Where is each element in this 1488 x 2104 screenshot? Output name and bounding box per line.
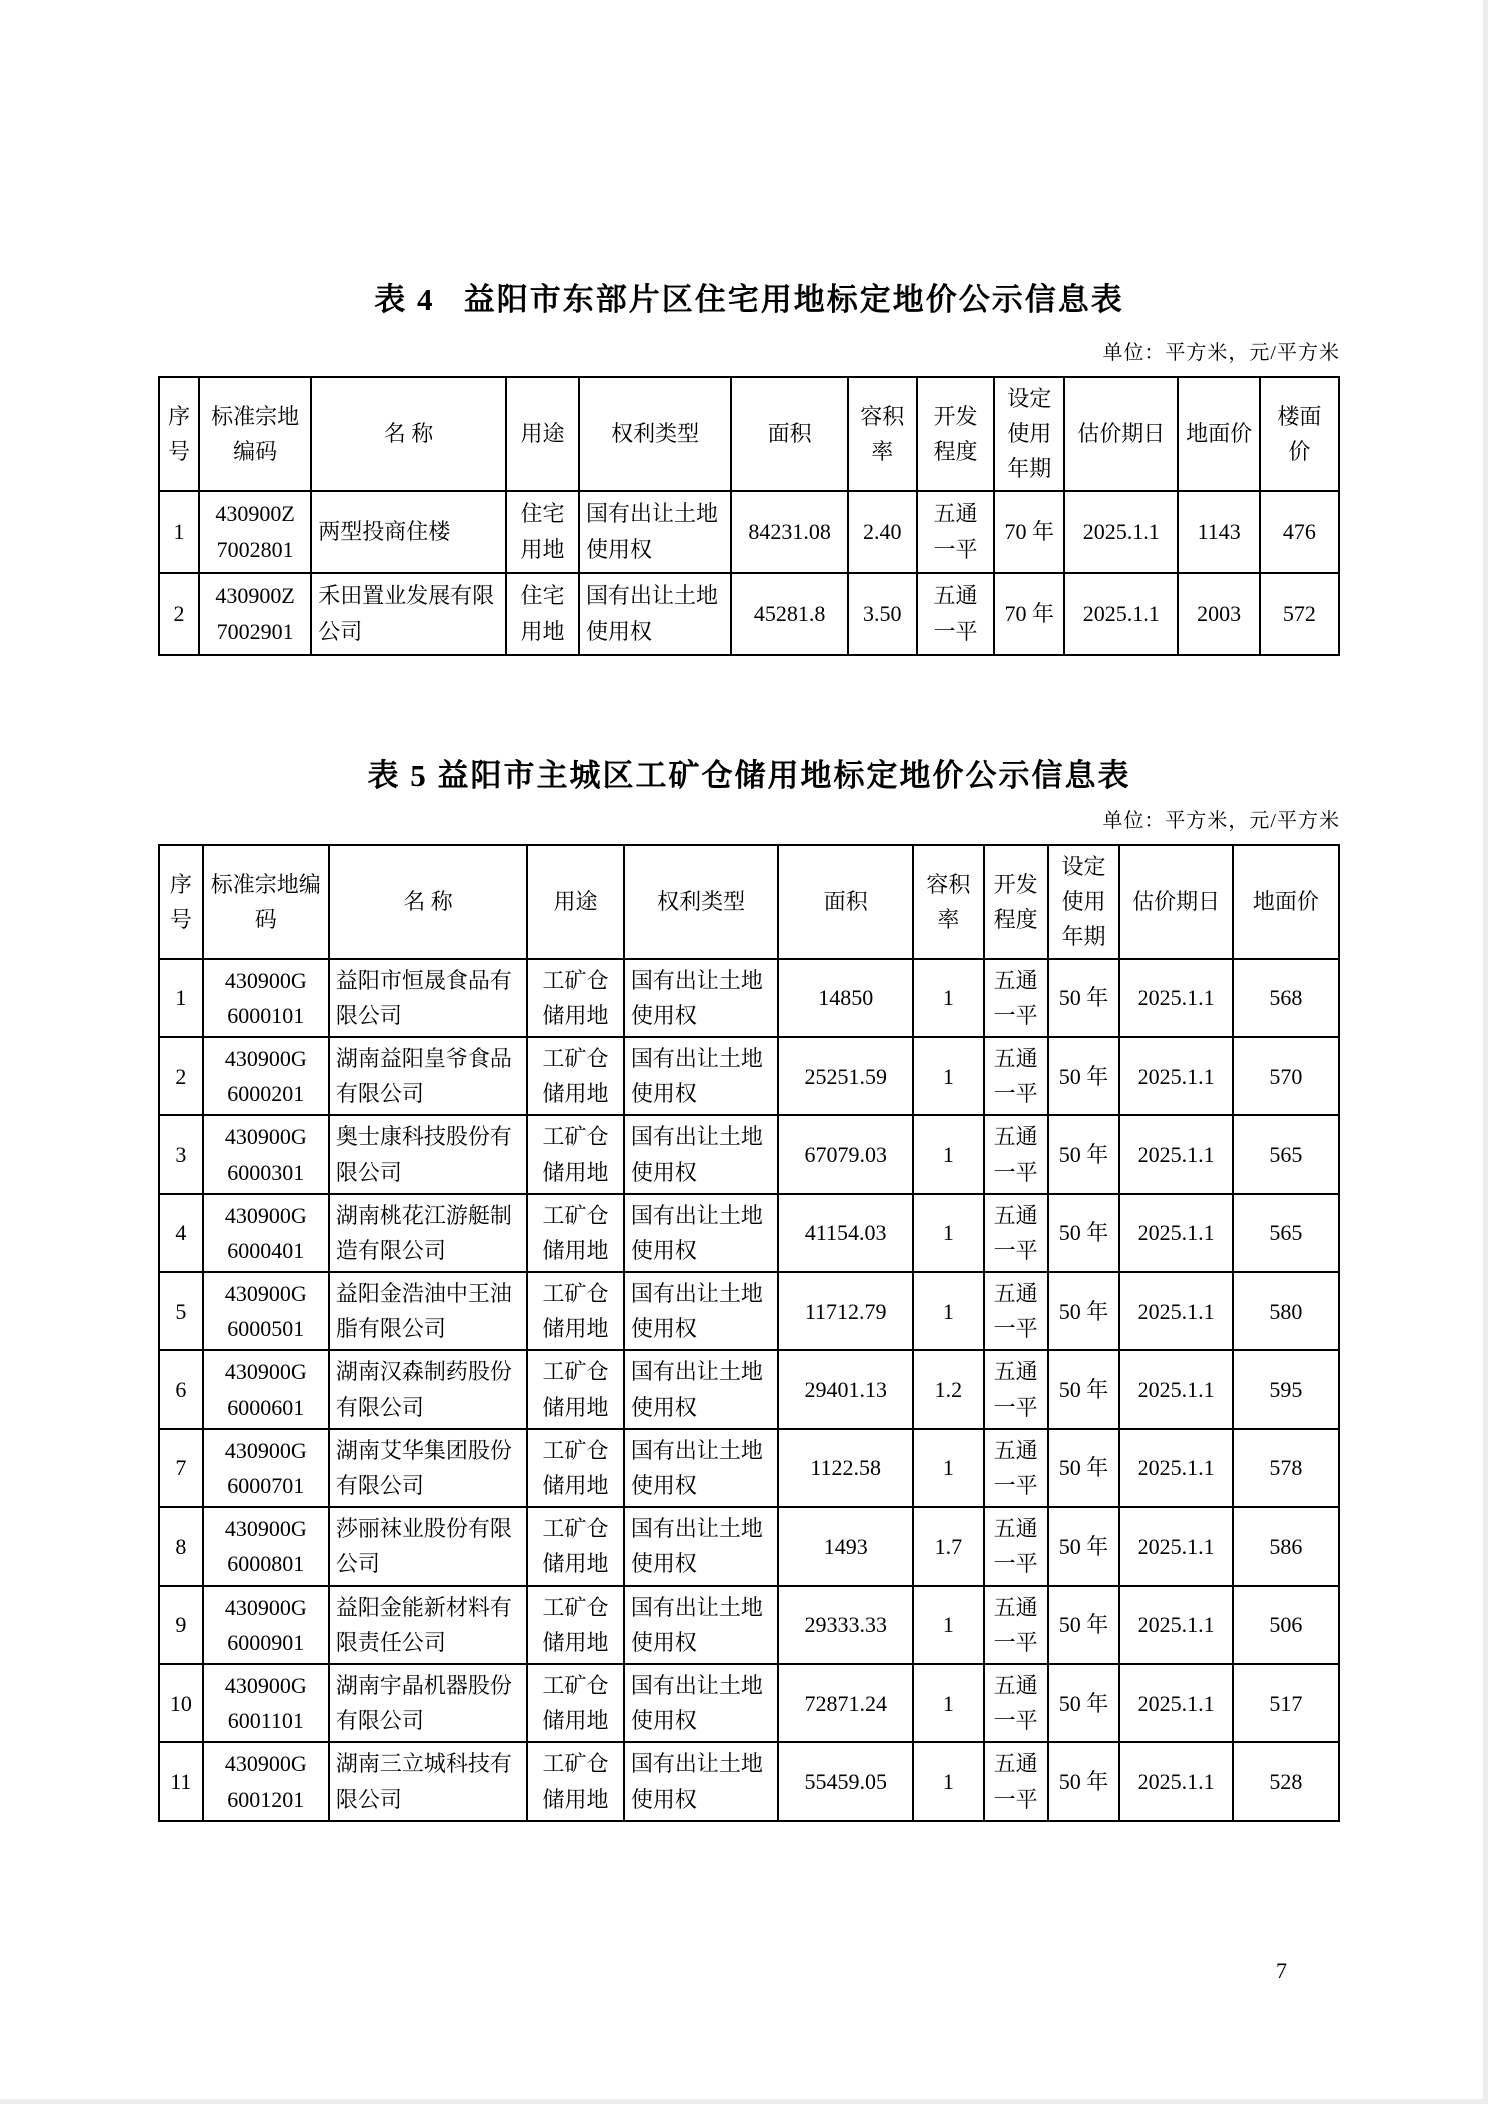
table-cell: 430900G 6000201 [203,1037,329,1115]
table-cell: 国有出让土地使用权 [624,1194,779,1272]
table-cell: 五通一平 [984,959,1048,1037]
table-cell: 工矿仓储用地 [527,959,624,1037]
table-cell: 5 [159,1272,203,1350]
table-cell: 1 [913,1664,984,1742]
table-cell: 528 [1233,1742,1339,1820]
table-cell: 2025.1.1 [1119,1037,1232,1115]
table-cell: 2025.1.1 [1119,1115,1232,1193]
column-header: 权利类型 [624,845,779,959]
table-cell: 国有出让土地使用权 [624,1586,779,1664]
table-cell: 国有出让土地使用权 [624,1272,779,1350]
table-cell: 70 年 [994,491,1064,573]
column-header: 用途 [506,377,579,491]
page-edge-bottom [0,2099,1488,2104]
table-cell: 工矿仓储用地 [527,1194,624,1272]
table-cell: 1 [913,1115,984,1193]
column-header: 面积 [778,845,913,959]
table-cell: 工矿仓储用地 [527,1507,624,1585]
table-cell: 国有出让土地使用权 [624,1742,779,1820]
table-cell: 五通一平 [984,1350,1048,1428]
table-cell: 工矿仓储用地 [527,1742,624,1820]
table-cell: 五通一平 [984,1429,1048,1507]
table-cell: 430900G 6001101 [203,1664,329,1742]
table-cell: 1.2 [913,1350,984,1428]
table-cell: 五通一平 [917,573,995,655]
table-cell: 1 [159,959,203,1037]
table-cell: 2025.1.1 [1064,491,1178,573]
table-row [159,1429,1339,1507]
table-cell: 67079.03 [778,1115,913,1193]
table-cell: 益阳市恒晟食品有限公司 [329,959,527,1037]
table-cell: 3.50 [848,573,916,655]
column-header: 标准宗地编码 [203,845,329,959]
table-cell: 1493 [778,1507,913,1585]
table-cell: 50 年 [1048,1037,1120,1115]
table-row [159,1350,1339,1428]
table-cell: 五通一平 [984,1194,1048,1272]
column-header: 地面价 [1233,845,1339,959]
table-row [159,1586,1339,1664]
table-cell: 五通一平 [984,1586,1048,1664]
table-cell: 50 年 [1048,959,1120,1037]
table-cell: 586 [1233,1507,1339,1585]
table-cell: 430900G 6000101 [203,959,329,1037]
table-cell: 工矿仓储用地 [527,1429,624,1507]
table-row [159,1272,1339,1350]
table-cell: 2025.1.1 [1119,959,1232,1037]
table-cell: 2025.1.1 [1119,1742,1232,1820]
table-cell: 50 年 [1048,1115,1120,1193]
column-header: 开发程度 [917,377,995,491]
table-cell: 84231.08 [731,491,848,573]
table-cell: 2025.1.1 [1119,1350,1232,1428]
table-row [159,1194,1339,1272]
table-cell: 2025.1.1 [1119,1429,1232,1507]
column-header: 设定使用年期 [1048,845,1120,959]
table5-unit-note: 单位：平方米，元/平方米 [1102,810,1340,832]
table-cell: 湖南三立城科技有限公司 [329,1742,527,1820]
table4-residential-land-price-table [158,376,1340,656]
table-cell: 11712.79 [778,1272,913,1350]
table-cell: 工矿仓储用地 [527,1350,624,1428]
table-cell: 570 [1233,1037,1339,1115]
table-row [159,1037,1339,1115]
table-cell: 五通一平 [917,491,995,573]
table-cell: 国有出让土地使用权 [624,959,779,1037]
page-edge-right [1483,0,1488,2104]
table-cell: 50 年 [1048,1664,1120,1742]
table-cell: 湖南桃花江游艇制造有限公司 [329,1194,527,1272]
table-cell: 五通一平 [984,1037,1048,1115]
column-header: 容积率 [848,377,916,491]
table-cell: 国有出让土地使用权 [624,1037,779,1115]
table-cell: 湖南汉森制药股份有限公司 [329,1350,527,1428]
table5-title: 表 5 益阳市主城区工矿仓储用地标定地价公示信息表 [367,757,1131,793]
table-cell: 41154.03 [778,1194,913,1272]
table-cell: 430900G 6000801 [203,1507,329,1585]
header-row [159,845,1339,959]
page-number: 7 [1276,1958,1287,1983]
table-cell: 2025.1.1 [1119,1664,1232,1742]
table-cell: 2025.1.1 [1119,1586,1232,1664]
table-cell: 国有出让土地使用权 [624,1429,779,1507]
table-cell: 住宅用地 [506,573,579,655]
table-cell: 29401.13 [778,1350,913,1428]
table-cell: 五通一平 [984,1742,1048,1820]
table-cell: 50 年 [1048,1586,1120,1664]
table-row [159,1507,1339,1585]
table4-unit-note: 单位：平方米，元/平方米 [1102,342,1340,364]
table-cell: 565 [1233,1194,1339,1272]
table-cell: 2025.1.1 [1119,1507,1232,1585]
table-cell: 476 [1260,491,1339,573]
column-header: 标准宗地编码 [199,377,311,491]
table-cell: 430900G 6000401 [203,1194,329,1272]
table-cell: 50 年 [1048,1742,1120,1820]
table-cell: 1 [913,959,984,1037]
table-cell: 430900Z 7002901 [199,573,311,655]
table-cell: 国有出让土地使用权 [579,573,731,655]
table-cell: 506 [1233,1586,1339,1664]
table-cell: 2025.1.1 [1064,573,1178,655]
table-cell: 2 [159,1037,203,1115]
table-cell: 572 [1260,573,1339,655]
table-cell: 7 [159,1429,203,1507]
table-cell: 工矿仓储用地 [527,1115,624,1193]
table-cell: 1143 [1178,491,1259,573]
table-cell: 2025.1.1 [1119,1194,1232,1272]
table-cell: 国有出让土地使用权 [624,1350,779,1428]
table-cell: 578 [1233,1429,1339,1507]
column-header: 估价期日 [1119,845,1232,959]
table-cell: 住宅用地 [506,491,579,573]
table-cell: 1 [159,491,199,573]
column-header: 楼面价 [1260,377,1339,491]
table-cell: 430900G 6000601 [203,1350,329,1428]
table-cell: 50 年 [1048,1429,1120,1507]
table-cell: 国有出让土地使用权 [579,491,731,573]
table-cell: 11 [159,1742,203,1820]
table-row [159,959,1339,1037]
column-header: 地面价 [1178,377,1259,491]
table-row [159,1115,1339,1193]
table-cell: 1 [913,1742,984,1820]
table-cell: 45281.8 [731,573,848,655]
table-row [159,491,1339,573]
table-cell: 1.7 [913,1507,984,1585]
table-cell: 湖南益阳皇爷食品有限公司 [329,1037,527,1115]
table-cell: 55459.05 [778,1742,913,1820]
table-cell: 595 [1233,1350,1339,1428]
table-cell: 五通一平 [984,1664,1048,1742]
column-header: 序号 [159,845,203,959]
column-header: 开发程度 [984,845,1048,959]
table-cell: 2003 [1178,573,1259,655]
table-cell: 五通一平 [984,1272,1048,1350]
table-cell: 517 [1233,1664,1339,1742]
table-cell: 70 年 [994,573,1064,655]
table-cell: 50 年 [1048,1507,1120,1585]
table-cell: 568 [1233,959,1339,1037]
table-cell: 湖南艾华集团股份有限公司 [329,1429,527,1507]
table-cell: 工矿仓储用地 [527,1037,624,1115]
table-cell: 14850 [778,959,913,1037]
table-cell: 2 [159,573,199,655]
table-cell: 4 [159,1194,203,1272]
table5-industrial-land-price-table [158,844,1340,1822]
column-header: 设定使用年期 [994,377,1064,491]
table-cell: 430900G 6000901 [203,1586,329,1664]
table-row [159,1742,1339,1820]
table-cell: 430900G 6000501 [203,1272,329,1350]
table-cell: 430900G 6000701 [203,1429,329,1507]
table-cell: 3 [159,1115,203,1193]
table-cell: 8 [159,1507,203,1585]
table-cell: 国有出让土地使用权 [624,1664,779,1742]
table-cell: 29333.33 [778,1586,913,1664]
column-header: 估价期日 [1064,377,1178,491]
table-cell: 25251.59 [778,1037,913,1115]
table-cell: 72871.24 [778,1664,913,1742]
table-cell: 9 [159,1586,203,1664]
table-cell: 工矿仓储用地 [527,1272,624,1350]
table-cell: 湖南宇晶机器股份有限公司 [329,1664,527,1742]
table-row [159,1664,1339,1742]
table-cell: 50 年 [1048,1194,1120,1272]
table4-title: 表 4 益阳市东部片区住宅用地标定地价公示信息表 [374,281,1124,317]
table-cell: 1122.58 [778,1429,913,1507]
table-cell: 莎丽袜业股份有限公司 [329,1507,527,1585]
table-cell: 奥士康科技股份有限公司 [329,1115,527,1193]
table-cell: 五通一平 [984,1115,1048,1193]
column-header: 面积 [731,377,848,491]
table-cell: 益阳金能新材料有限责任公司 [329,1586,527,1664]
column-header: 用途 [527,845,624,959]
table-cell: 国有出让土地使用权 [624,1115,779,1193]
table-cell: 禾田置业发展有限公司 [311,573,506,655]
table-cell: 430900Z 7002801 [199,491,311,573]
table-cell: 430900G 6001201 [203,1742,329,1820]
table-cell: 2.40 [848,491,916,573]
header-row [159,377,1339,491]
table-row [159,573,1339,655]
column-header: 名 称 [311,377,506,491]
table-cell: 工矿仓储用地 [527,1586,624,1664]
column-header: 名 称 [329,845,527,959]
table-cell: 6 [159,1350,203,1428]
column-header: 容积率 [913,845,984,959]
table-cell: 1 [913,1586,984,1664]
table-cell: 1 [913,1429,984,1507]
column-header: 序号 [159,377,199,491]
table-cell: 50 年 [1048,1272,1120,1350]
table-cell: 580 [1233,1272,1339,1350]
table-cell: 1 [913,1272,984,1350]
table-cell: 益阳金浩油中王油脂有限公司 [329,1272,527,1350]
column-header: 权利类型 [579,377,731,491]
table-cell: 10 [159,1664,203,1742]
table-cell: 五通一平 [984,1507,1048,1585]
table-cell: 1 [913,1037,984,1115]
table-cell: 1 [913,1194,984,1272]
table-cell: 国有出让土地使用权 [624,1507,779,1585]
table-cell: 50 年 [1048,1350,1120,1428]
table-cell: 2025.1.1 [1119,1272,1232,1350]
table-cell: 两型投商住楼 [311,491,506,573]
table-cell: 565 [1233,1115,1339,1193]
table-cell: 430900G 6000301 [203,1115,329,1193]
table-cell: 工矿仓储用地 [527,1664,624,1742]
